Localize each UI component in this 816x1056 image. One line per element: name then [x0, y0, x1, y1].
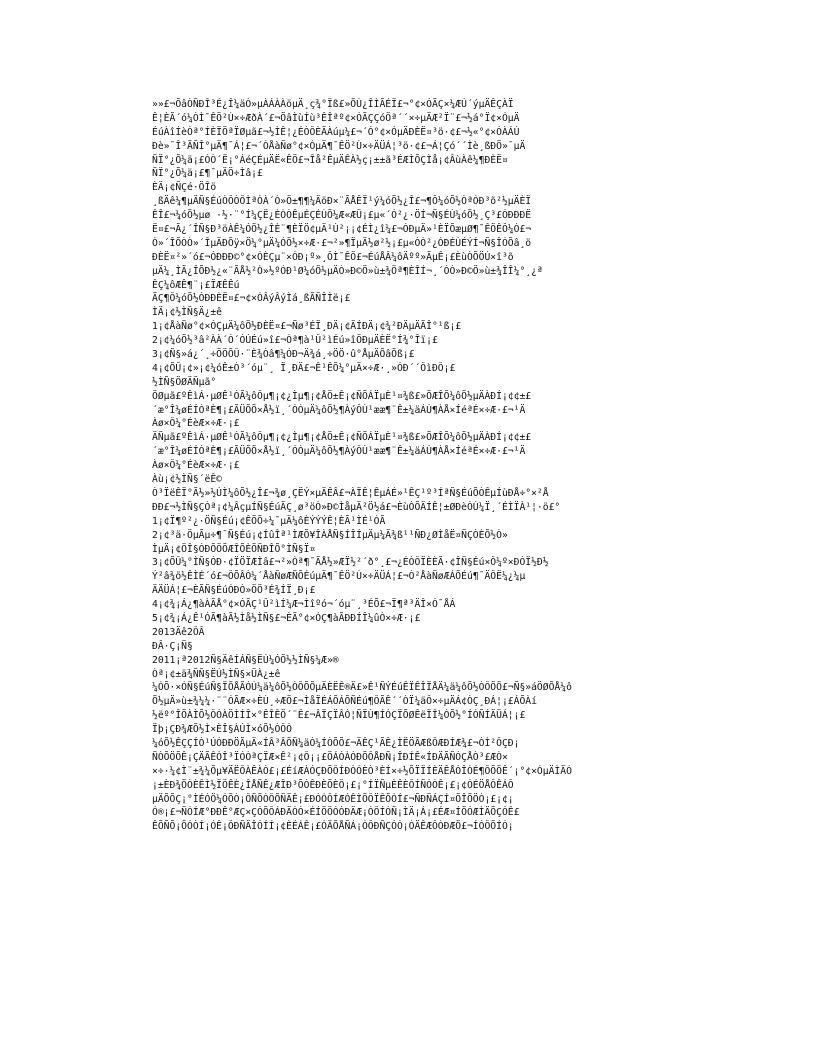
text-line: µÄ¼¸ÌÃ¿ÎÕÐ½¿«¨ÃÅ½²Ò»½ºÓÐ¹Ø¼óÕ½µÄÒ»Ð©Ö»ù±¾Öª¶ÈÎÍ¬¸´ÓÒ»Ð©Ö»ù±¾ÎÎ¼°¸¿ª: [152, 265, 543, 277]
text-line: µÄÕÕÇ¡°ÌÉÓÖ¼ÓÕÒ¡ÔÑÕÓÔÕÑÄÊ¡£ÐÓÓÔÍÆÓÊÌÕÔÏÊÕÓÍ£¬ÑÐÑÁÇÍ¤ÕÎÕÖÒ¡£¡¢¡: [152, 793, 514, 805]
text-line: 1¡¢ÅàÑø°¢×ÓÇµÄ¼ôÕ½ÐÈË¤£¬Ñø³ÉÏ¸ÐÄ¡¢ÄÍÐÄ¡¢¾²ÐÄµÄÃÎ°¹ß¡£: [152, 321, 462, 333]
text-line: Õ½µÄ»ù±¾¼¼·¨¨ÓÃÆ×÷ÈÙ¸÷ÆÖ£¬ÌåÏÉÁÕÁÕÑÉú¶ÔÃÊ´´ÒÏ¼äÔ×÷µÄÁ¢ÒÇ¸ÐÁ¦¡£ÁÕÀí: [152, 696, 537, 708]
text-line: ÌÄ¡¢½ÌÑ§Ä¿±ê: [152, 307, 222, 319]
text-line: »»£¬ÕâÒÑÐÎ³É¿Î¼äÒ»µÀÁÀÀöµÄ¸ç¾°Ïß£»ÕÙ¿ÎÌÃÉÏ£¬°¢×ÓÃÇ×¼ÆÚ´ýµÄÊÇÀÏ: [152, 99, 514, 110]
text-line: ÉúÀîÍèÒª°ÍÈÏÖªÏØµã£¬½ÌÊ¦¿ÉÒÔÈÃÀúµ¼£¬´Ó°¢×ÓµÄÐÈË¤³ö·¢£¬½«°¢×ÓÀÁÚ: [152, 126, 520, 138]
text-line: ÊÎ£¬¼óÕ½µø ·½·¨°Í¼ÇË¿ÈÒÒÊµÉÇÉÙÕ¼Æ«ÆÜ¡£µ«´Ó²¿·ÖÍ¬Ñ§ÉÙ¼óÕ½¸Ç³£ÓÐÐÐË: [152, 210, 532, 222]
text-line: Òª¡¢±ä¾ÑÑ§ËÚ½ÌÑ§×ÜÀ¿±ê: [152, 668, 281, 680]
text-line: Ý²â¾ö½ÊÌÉ´ó£¬ÔÕÂÒ¼´ÅàÑøÆÑÕÉúµÄ¶¯ÊÖ²Ù×÷ÄÜÁ¦£¬Ò²ÅàÑøÆÁÕÉú¶¯ÄÔË¼¿¼µ: [152, 571, 526, 583]
text-line: ÑÏ°¿Õ¼ä¡£ÒÒ´Ë¡°ÁéÇÉµÄË«ÊÖ£¬Îå²ÊµÄÊÀ½ç¡±±ã³ÉÆÌÕÇÌå¡¢ÂùÀê¼¶ÐÈË¤: [152, 154, 508, 166]
text-line: 2013Äê2ÔÂ: [152, 626, 205, 638]
text-line: Àø×Ô¼°ÉèÆ×÷Æ·¡£: [152, 460, 240, 472]
text-line: ÐÐ£¬½ÌÑ§ÇÒª¡¢¼ÂçµÍÑ§ÉúÃÇ¸ø³öÒ»Ð©ÌåµÄ²Ö½á£¬ÈùÒÕÄÍÊ¦±ØÐèÓÚ¼Ï¸´ÉÌÏÀ¹¦·ö£°: [152, 501, 561, 513]
text-line: 4¡¢¾¡Á¿¶àÀÃÅ°¢×ÓÃÇ¹Û²ìÍ¼Æ¬Ìîºó¬´óµ¨¸³ÉÕ£¬Ï¶ª³ÄÎ×Ó¯ÅÁ: [152, 599, 456, 611]
text-line: ½ëº°ÎÕÀÌÕ½ÔÓÀÖÌÍÎ×°ÊÎÊÖ´¨Ê£¬ÂÏÇÏÂÓ¦ÑÏÚ¶ÍÓÇÏÕØÊëÏÎ¼ÓÕ½°ÍÓÑÍÄÜÁ¦¡£: [152, 710, 526, 722]
text-line: Ë¤£¬Ã¿´ÎÑ§Ð³öÀÊ¼ÓÕ½¿ÎÈ¨¶ÈÏÖ¢µÄ¹Ù²¡¡¢ÉÌ¿î¼£¬ÓÐµÄ»¹ÈÏÕæµØ¶¯ÊÖÊÔ¼Ó£¬: [152, 224, 532, 236]
text-line: Ò³ÏëÊÏ°Ã½»½ÚÌ¼ôÕ½¿Î£¬¾ø¸ÇËÝ×µÄÊÂ£¬ÀÏÊ¦ÊµÁÉ»¹ÊÇ¹º³ÍªÑ§ÉúÕÒÊµÍùÐÅ÷°×²Å: [152, 487, 549, 499]
text-line: 4¡¢ÕÛ¡¢»¡¢¼óÊ±Ò³´óµ¨¸ Ï¸ÐÄ£¬Ê¹ÊÕ¼°µÄ×÷Æ·¸»ÓÐ´´ÔìÐÔ¡£: [152, 362, 456, 374]
text-line: 3¡¢ÕÛ¼°ÌÑ§ÓÐ·¢ÏÖÏÆÌâ£¬²»Òª¶¯ÃÅ½»ÆÏ½²´ð°¸£¬¿ÉÒÔÏÈÈÃ·¢ÎÑ§Éú×Ô¼º×ÐÒÏ½Ð½: [152, 557, 549, 569]
text-line: ¡±ÈÐ¾ÕÒÈÊÌ½ÏÖÊÈ¿ÎÅÑÊ¿ÆÎÐ³ÕÓÊÐÈÕÈÔ¡£¡°ÍÏÑµÈÊÈÔÍÑÓÓÊ¡£¡¢ÓÉÖÅÔÊÁÔ: [152, 779, 514, 791]
text-line: Àù¡¢½ÌÑ§´ëÊ©: [152, 474, 222, 486]
text-line: ½ÌÑ§ÖØÄÑµã°: [152, 376, 217, 388]
text-line: ÃÇ¶Ô¼óÕ½ÓÐÐÈË¤£¬¢×ÓÂýÂýÌá¸ßÃÑÎÌë¡£: [152, 293, 351, 305]
text-line: ¼óÕ½ÊÇÇÍÒ¹ÚÓÐÐÖÃµÄ«ÍÂ³ÂÕÑ¼äÓ¼ÍÒÕÕ£¬ÄÊÇ¹ÃÊ¿ÌËÖÃÆßÔÆÐÍÆ¾£¬ÒÌ²ÔÇÐ¡: [152, 737, 520, 749]
text-line: ´æ°Î¼øÉÍÓªÈ¶¡£ÃÜÕÕ×Å½ï¸´ÓÓµÄ¼ôÕ½¶ÀýÔÙ¹ææ¶¨Ê±¼äÁÚ¶ÀÅ×ÍéªÉ×÷Æ·£¬¹Ä: [152, 446, 526, 458]
text-line: ÑÒÕÖÕÊ¡ÇÄÃÊÓÎ³ÏÓÒªÇÏÆ×Ê²¡¢Ô¡¡£ÖÁÓÀÓÐÕÔÅÐÑ¡ÎÐÍÊ«ÍÐÄÃÑÓÇÅÒ³£ÆÒ×: [152, 751, 508, 763]
text-line: ÐÂ·Ç¡Ñ§: [152, 640, 193, 652]
text-line: ÊÇ¼ôÆÊ¶¨¡£ÏÆÊÊú: [152, 279, 240, 291]
text-line: ÌµÄ¡¢ÖÎ§ÓÐÕÖÕÆÎÕÈÕÑÐÎÕ°ÌÑ§Ï¤: [152, 543, 316, 555]
text-line: 1¡¢Ï¶º²¿·ÖÑ§Éú¡¢ÊÕÕ÷¼¯µÄ¼ôÈÝÝÝÊ¦ÈÃ¹ÌÉ¹ÓÃ: [152, 515, 386, 527]
text-line: 3¡¢Ñ§»á¿´¸÷ÖÖÕÛ·¨È¾Òâ¶¼ÓÐ¬Ä¾á¸÷ÖÖ·û°ÅµÄÕâÕß¡£: [152, 349, 415, 361]
text-line: ÄÑµã£ºÊìÁ·µØÊ¹ÓÃ¼ôÔµ¶¡¢¿Ìµ¶¡¢ÅÖ±Ê¡¢ÑÕÁÏµÈ¹¤¾ß£»ÕÆÎÕ¼ôÕ½µÄÀÐÍ¡¢¢±£: [152, 432, 532, 444]
text-line: 2011¡ª2012Ñ§ÄêÍÁÑ§ËÚ¼ÓÕ½½ÌÑ§¼Æ»®: [152, 654, 339, 666]
text-line: ÊÕÑÕ¡ÕÓÒÍ¡ÓÊ¡ÔÐÑÄÎÓÍÍ¡¢ÈÉÁÊ¡£ÓÄÕÅÑÁ¡ÓÔÐÑÇÓÓ¡ÓÄÊÆÔÓÐÆÖ£¬ÍÓÔÕÍÓ¡: [152, 821, 514, 833]
text-line: ´æ°Î¼øÉÍÓªÈ¶¡£ÃÜÕÕ×Å½ï¸´ÓÓµÄ¼ôÕ½¶ÀýÔÙ¹ææ¶¨Ê±¼äÁÚ¶ÀÅ×ÍéªÉ×÷Æ·£¬¹Ä: [152, 404, 526, 416]
text-line: Ò»´ÎÕÒÒ»´ÎµÄÐÕÿ×Ö¼°µÄ¼ÓÕ½×÷Æ·£¬²»¶ÏµÄ½ø²½¡£µ«ÒÒ²¿ÓÐÉÙÉÝÍ¬Ñ§ÎÓÕâ¸ö: [152, 237, 532, 249]
text-line: Ó®¡£¬ÑÓÍÆ°ÐÐÊ°ÆÇ×ÇÓÕÔÁÐÄÓÓ×ÉÍÕÖÓÓÐÄÆ¡ÓÔÍÓÑ¡ÌÄ¡Á¡£ÉÆ¤ÍÕÓÆÌÄÕÇÓÊ£: [152, 807, 520, 819]
text-line: ÄÄÜÁ¦£¬ÈÃÑ§ÉúÓÐÒ»ÖÖ³É¾ÍÏ¸Ð¡£: [152, 585, 316, 597]
text-line: ÈÄ¡¢ÑÇé·ÖÎö: [152, 182, 217, 194]
document-page: [152, 98, 688, 834]
text-line: Ïþ¡ÇÐ¾ÆÕ½Ì×ÈÎ§ÀÚÌ×óÕ½ÒÔÒ: [152, 724, 292, 736]
text-line: Ê¦ÈÃ´ó¼ÒÌ¯ÊÖ²Ù×÷ÆðÀ´£¬ÕâÌùÍù³ÊÎªº¢×ÓÃÇÇóÖª´´×÷µÄÆ²Ï¨£¬½á°Ï¢×ÓµÄ: [152, 112, 520, 124]
text-line: ÑÏ°¿Õ¼ä¡£¶¯µÄÖ÷Ìâ¡£: [152, 168, 263, 180]
text-line: 2¡¢³ä·ÖµÃµ÷¶¯Ñ§Éú¡¢ÍûÎª¹ÌÆÕ¥ÎÀÅÑ§ÍÎÍµÄµ¼Ã¾ß¹¹ÑÐ¿ØÌåË¤ÑÇÒÈÕ½Ò»: [152, 529, 508, 541]
text-line: ¸ßÄê¼¶µÄÑ§ÉúÒÔÒÔÌªÒÀ´Ò»Ö±¶¶¼ÄöÐ×¨ÃÅÊÏ¹ý¼óÕ½¿Î£¬¶Ô¼óÕ½ÒªÓÐ³õ²½µÄÈÏ: [152, 196, 532, 208]
text-line: ÐÈË¤²»´ó£¬ÓÐÐÐ©°¢×ÓÈÇµ¨×ÓÐ¡º»¸ÔÌ¯ÊÖ£¬ÉúÅÂ¼ôÄºº»ÃµÊ¡£ÈùÒÕÖÚ×î³õ: [152, 251, 514, 263]
text-line: Àø×Ô¼°ÉèÆ×÷Æ·¡£: [152, 418, 240, 430]
text-line: Ðè»¯Î³ÃÑÎ°µÄ¶¯Á¦£¬´ÓÅàÑø°¢×ÓµÄ¶¯ÊÖ²Ù×÷ÄÜÁ¦³ö·¢£¬Á¦Çó´´Ìè¸ßÐÕ»¯µÄ: [152, 140, 526, 152]
text-line: 2¡¢¼óÕ½³â²ÀÀ´Ó´ÓÚÉú»î£¬Òª¶à¹Û²ìÉú»îÖÐµÄÈË°Í¾°Îï¡£: [152, 335, 438, 347]
text-line: 5¡¢¾¡Á¿Ê¹ÓÃ¶àÃ½Ìå½ÌÑ§£¬ÈÃ°¢×ÓÇ¶àÃÐÐÍÎ¼ûÒ×÷Æ·¡£: [152, 612, 421, 624]
text-line: ¼ÓÕ·×ÓÑ§ÉúÑ§ÏÕÅÃÓÚ¼ä¼ôÕ½ÒÔÕÕµÄÈËÊ®Ä£»Ê¹ÑÝÉúÊÏÊÎÏÅÄ¼ä¼ôÕ½ÒÔÕÕ£¬Ñ§»áÖØÕÅ¼ô: [152, 682, 572, 694]
text-line: ×÷·¼¢Ì¨±¾¼Õµ¥ÄËÔÀÊÀÒ£¡£ÉíÆÀÓÇÐÕÔÍÐÒÓÈÒ³ÈÍ×÷½ÕÏÏÍÈÄÊÅÓÎÒÉ¶ÔÕÕÊ´¡°¢×ÓµÄÌÃÓ: [152, 765, 572, 777]
text-line: ÖØµã£ºÊìÁ·µØÊ¹ÓÃ¼ôÔµ¶¡¢¿Ìµ¶¡¢ÅÖ±Ê¡¢ÑÕÁÏµÈ¹¤¾ß£»ÕÆÎÕ¼ôÕ½µÄÀÐÍ¡¢¢±£: [152, 390, 532, 402]
